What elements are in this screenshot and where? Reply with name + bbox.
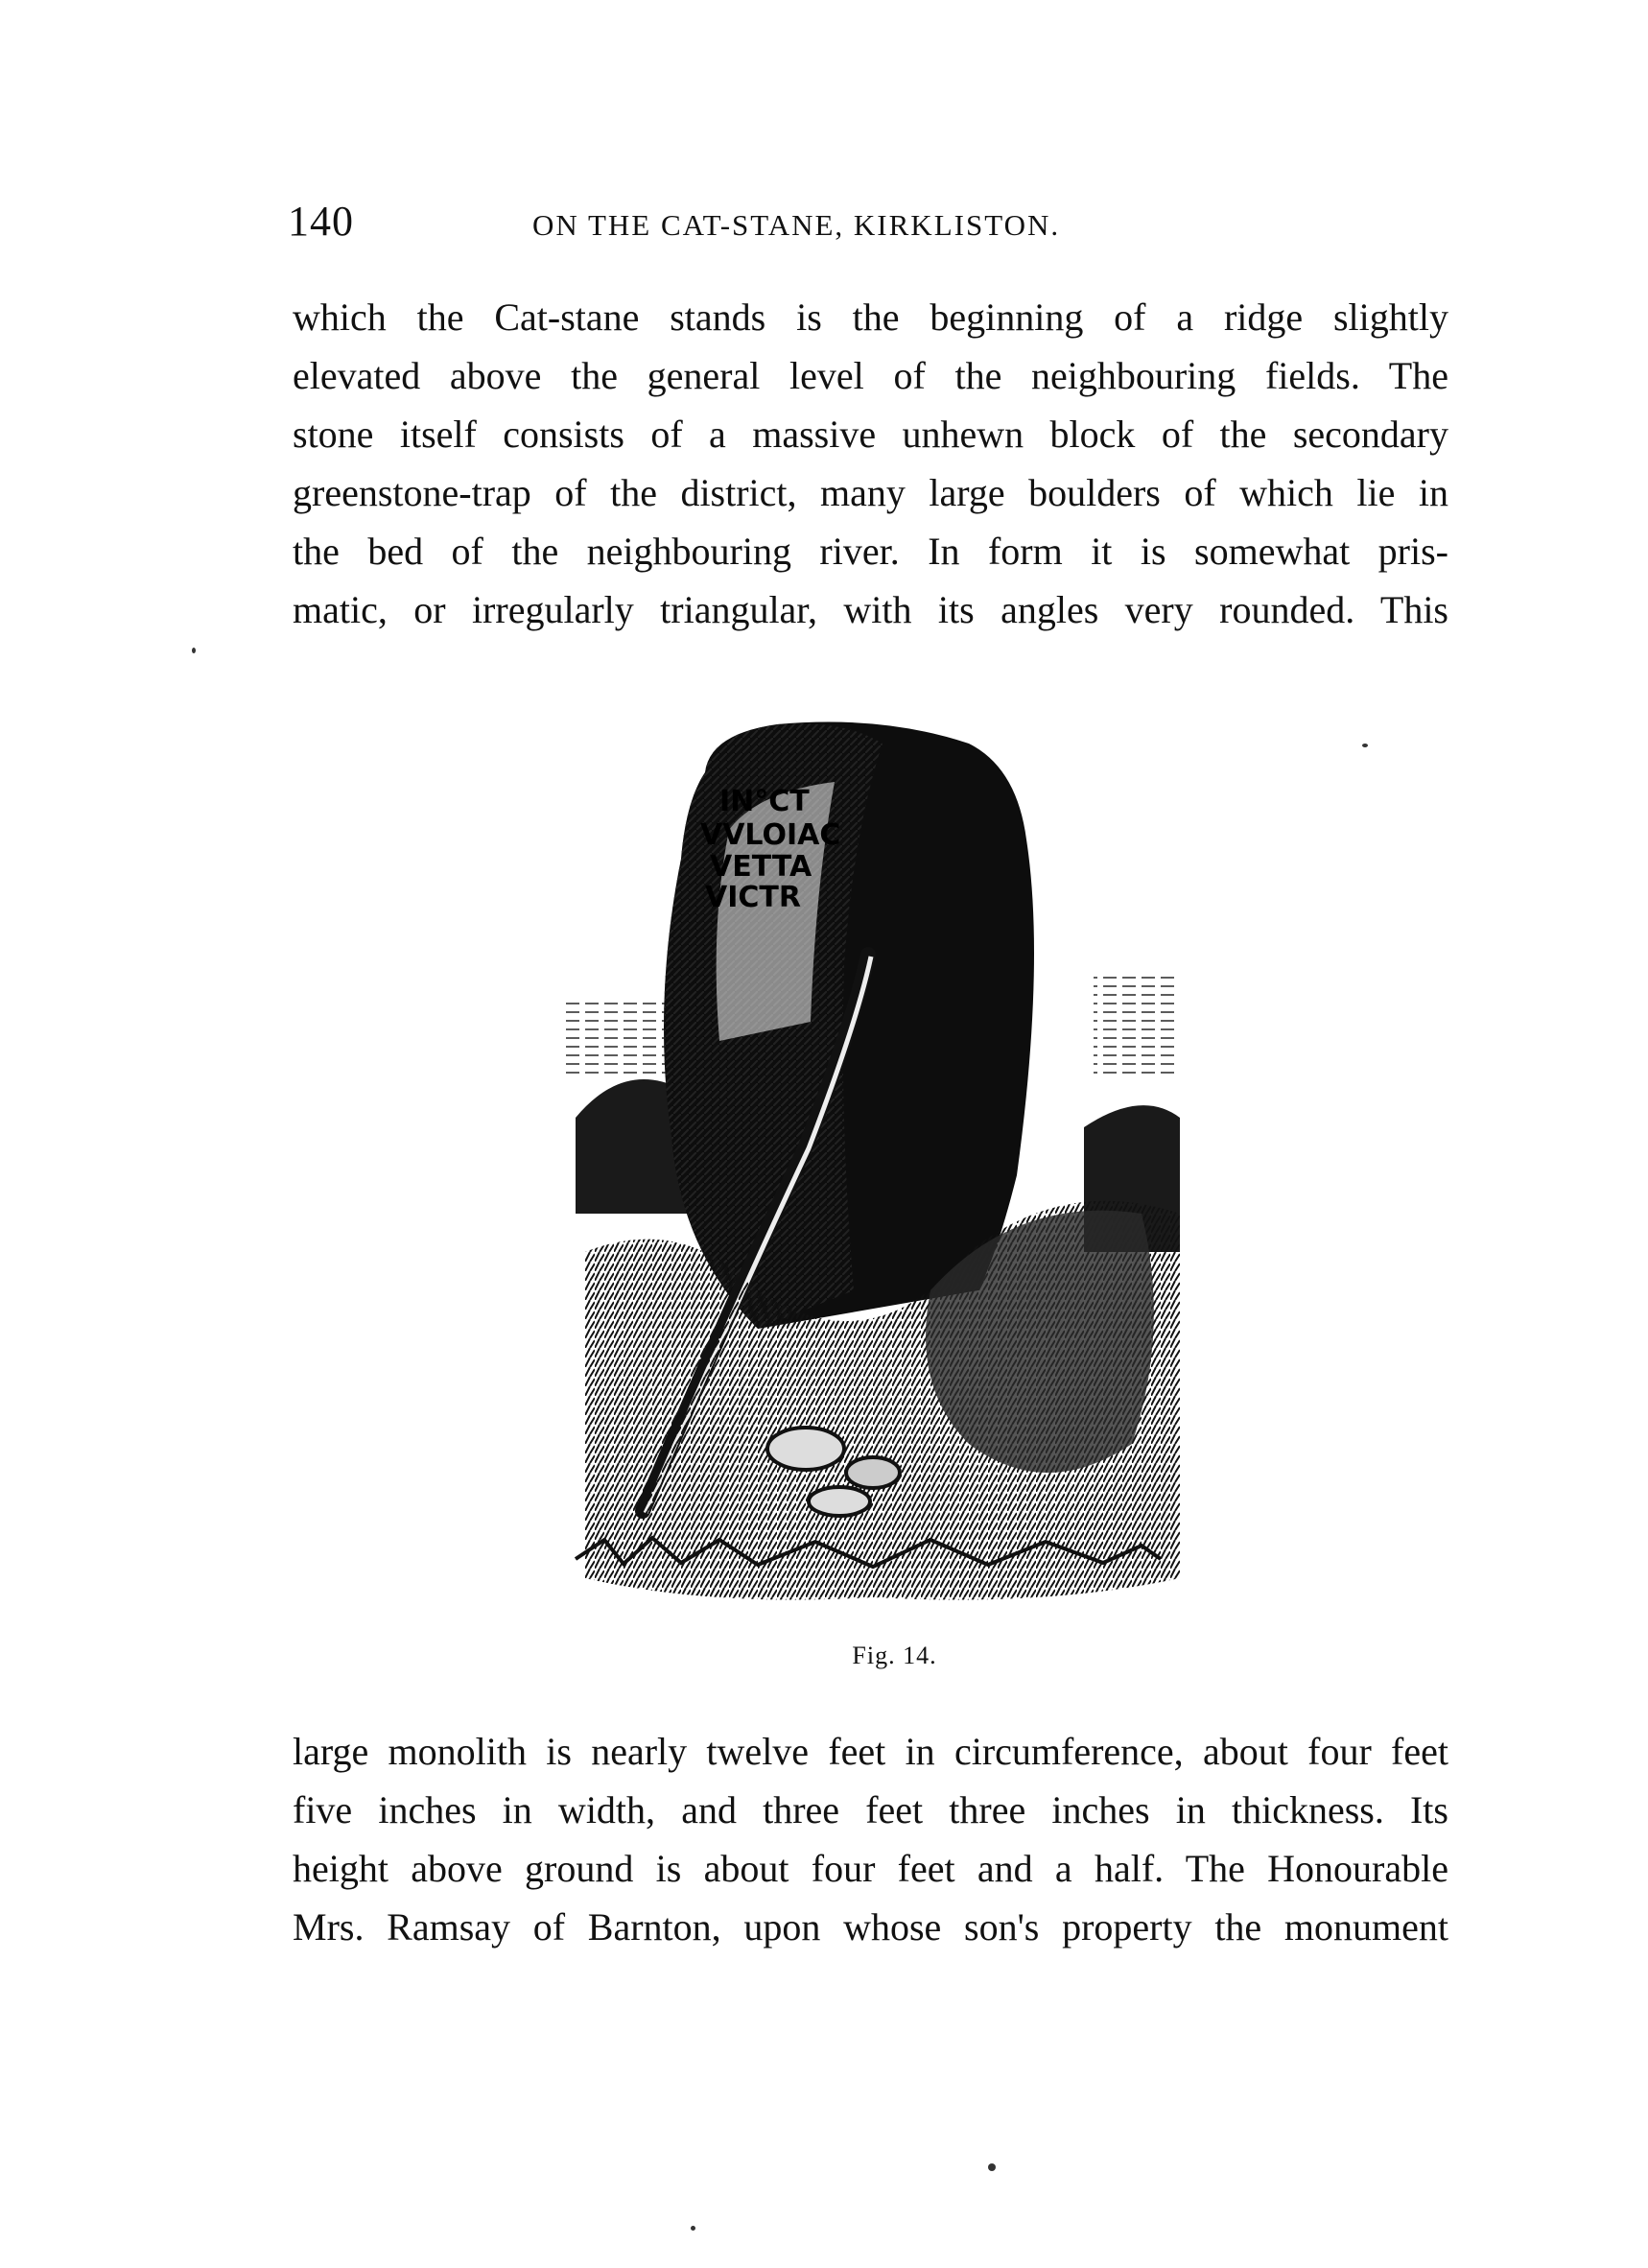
page-number: 140 xyxy=(288,198,354,245)
text-line: greenstone-trap of the district, many large boulders of which lie in xyxy=(293,471,1448,514)
paragraph-after-figure xyxy=(293,1722,1448,1956)
scan-speck xyxy=(691,2226,695,2231)
text-line: matic, or irregularly triangular, with its angles very rounded. This xyxy=(293,588,1448,631)
scan-speck xyxy=(988,2163,996,2171)
running-head xyxy=(288,197,1448,245)
figure-caption: Fig. 14. xyxy=(852,1642,937,1669)
inscription-line: VETTA xyxy=(710,850,812,884)
boulder xyxy=(846,1457,900,1488)
text-line: Mrs. Ramsay of Barnton, upon whose son's property the monument xyxy=(293,1905,1448,1949)
scan-speck xyxy=(1362,744,1368,747)
horizon-right xyxy=(1094,974,1180,1079)
text-line: height above ground is about four feet and a half. The Honourable xyxy=(293,1847,1448,1890)
text-line: the bed of the neighbouring river. In form it is somewhat pris- xyxy=(293,530,1448,573)
text-line: elevated above the general level of the neighbouring fields. The xyxy=(293,354,1448,397)
boulder xyxy=(809,1487,870,1516)
inscription-line: VVLOIAC xyxy=(700,818,841,852)
figure-cat-stane xyxy=(566,715,1180,1669)
running-title: ON THE CAT-STANE, KIRKLISTON. xyxy=(532,208,1061,242)
cat-stane-engraving xyxy=(566,715,1180,1626)
scan-speck xyxy=(192,648,196,653)
text-line: stone itself consists of a massive unhewn block of the secondary xyxy=(293,413,1448,456)
text-line: large monolith is nearly twelve feet in circumference, about four feet xyxy=(293,1730,1448,1773)
boulder xyxy=(767,1428,844,1470)
text-line: five inches in width, and three feet three inches in thickness. Its xyxy=(293,1788,1448,1831)
inscription-line: IN°CT xyxy=(719,785,810,818)
inscription-line: VICTR xyxy=(705,881,801,914)
paragraph-before-figure xyxy=(293,288,1448,639)
text-line: which the Cat-stane stands is the beginning of a ridge slightly xyxy=(293,295,1448,339)
